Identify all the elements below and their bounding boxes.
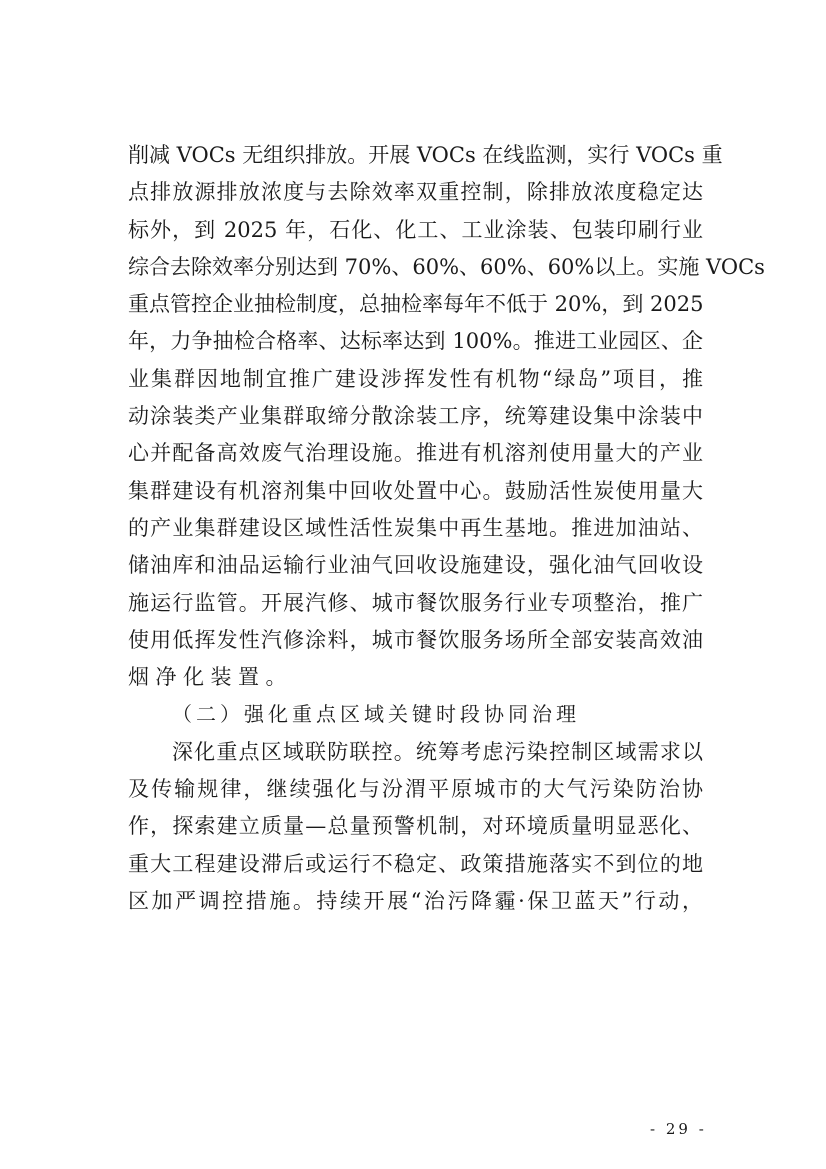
text-line: 点排放源排放浓度与去除效率双重控制，除排放浓度稳定达 <box>128 180 703 205</box>
text-line: 及传输规律，继续强化与汾渭平原城市的大气污染防治协 <box>128 777 703 802</box>
document-body <box>128 137 765 920</box>
text-line: 业集群因地制宜推广建设涉挥发性有机物“绿岛”项目，推 <box>128 366 703 391</box>
text-line: 使用低挥发性汽修涂料，城市餐饮服务场所全部安装高效油 <box>128 627 703 652</box>
paragraph-voc-control <box>128 137 765 696</box>
paragraph-regional-control <box>128 734 703 920</box>
text-line: 标外，到 2025 年，石化、化工、工业涂装、包装印刷行业 <box>128 217 703 242</box>
text-line: 心并配备高效废气治理设施。推进有机溶剂使用量大的产业 <box>128 441 703 466</box>
text-line: 动涂装类产业集群取缔分散涂装工序，统筹建设集中涂装中 <box>128 404 703 429</box>
text-line: 深化重点区域联防联控。统筹考虑污染控制区域需求以 <box>172 739 703 764</box>
text-line: 重点管控企业抽检制度，总抽检率每年不低于 20%，到 2025 <box>128 292 704 317</box>
text-line: 重大工程建设滞后或运行不稳定、政策措施落实不到位的地 <box>128 851 703 876</box>
page-number: - 29 - <box>650 1120 707 1138</box>
text-line: 削减 VOCs 无组织排放。开展 VOCs 在线监测，实行 VOCs 重 <box>128 143 723 167</box>
text-line: 集群建设有机溶剂集中回收处置中心。鼓励活性炭使用量大 <box>128 478 703 503</box>
text-line: 作，探索建立质量—总量预警机制，对环境质量明显恶化、 <box>128 814 703 839</box>
text-line: 年，力争抽检合格率、达标率达到 100%。推进工业园区、企 <box>128 329 703 354</box>
text-line: 烟净化装置。 <box>128 665 293 690</box>
text-line: 的产业集群建设区域性活性炭集中再生基地。推进加油站、 <box>128 515 703 540</box>
text-line: 施运行监管。开展汽修、城市餐饮服务行业专项整治，推广 <box>128 590 703 615</box>
text-line: 区加严调控措施。持续开展“治污降霾·保卫蓝天”行动， <box>128 888 703 913</box>
section-heading: （二）强化重点区域关键时段协同治理 <box>172 702 580 727</box>
text-line: 储油库和油品运输行业油气回收设施建设，强化油气回收设 <box>128 553 703 578</box>
text-line: 综合去除效率分别达到 70%、60%、60%、60%以上。实施 VOCs <box>128 254 765 279</box>
